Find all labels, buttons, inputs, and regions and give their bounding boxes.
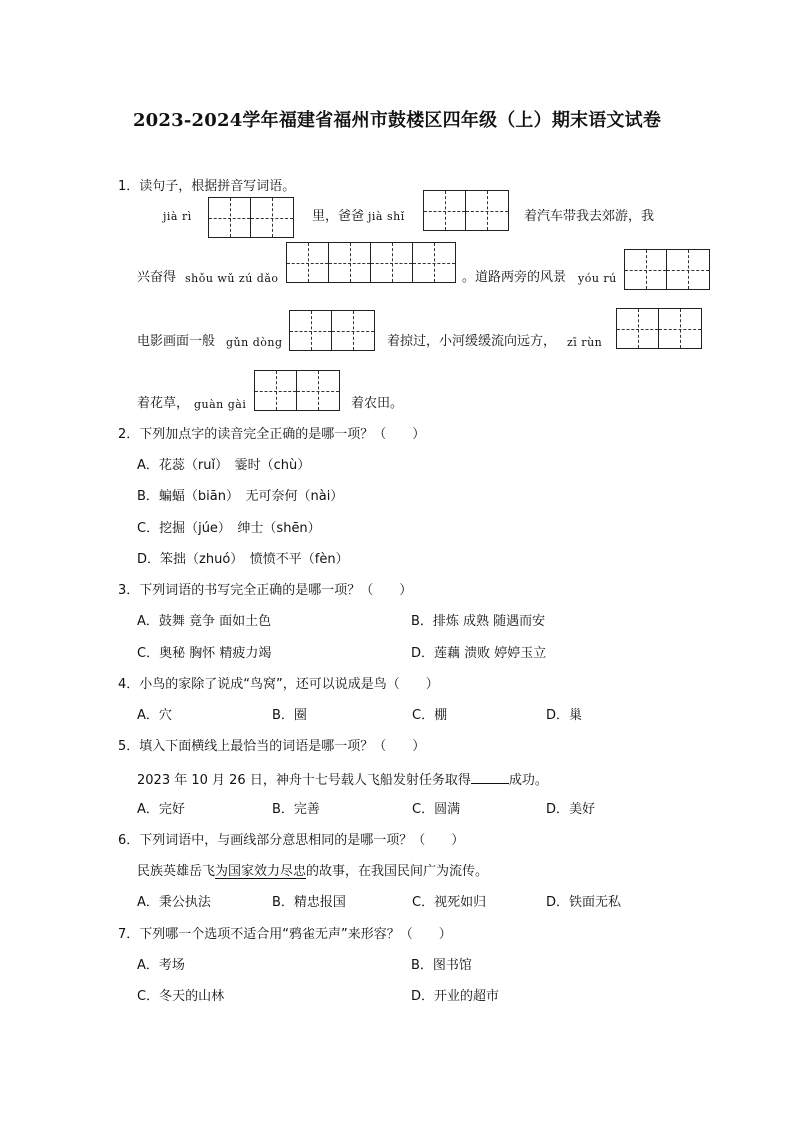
q1-grid-gundong[interactable] (289, 310, 375, 351)
q6-sentence-start: 民族英雄岳飞 (137, 864, 216, 879)
q1-pinyin-jiashi: jià shǐ (368, 210, 405, 223)
q1-text: 。道路两旁的风景 (462, 270, 567, 285)
q3-option-c[interactable]: C．奥秘 胸怀 精疲力竭 (137, 646, 272, 661)
q4-option-b[interactable]: B．圈 (272, 708, 307, 723)
q7-stem: 7．下列哪一个选项不适合用“鸦雀无声”来形容？（ ） (118, 927, 452, 942)
q4-stem: 4．小鸟的家除了说成“鸟窝”，还可以说成是鸟（ ） (118, 677, 439, 692)
q5-blank[interactable] (471, 769, 509, 784)
q4-option-c[interactable]: C．棚 (412, 708, 448, 723)
q1-text: 着掠过，小河缓缓流向远方， (387, 334, 557, 349)
q7-option-d[interactable]: D．开业的超市 (411, 989, 500, 1004)
q1-grid-jiari[interactable] (208, 197, 294, 238)
q6-option-d[interactable]: D．铁面无私 (546, 895, 622, 910)
q5-option-c[interactable]: C．圆满 (412, 802, 461, 817)
q1-text: 电影画面一般 (137, 334, 216, 349)
q5-sentence (137, 769, 548, 790)
writing-cell[interactable] (329, 243, 371, 282)
writing-cell[interactable] (209, 198, 251, 237)
writing-cell[interactable] (287, 243, 329, 282)
q1-text: 着花草， (137, 396, 190, 411)
q1-text: 着汽车带我去郊游，我 (524, 209, 655, 224)
writing-cell[interactable] (332, 311, 374, 350)
q3-stem: 3．下列词语的书写完全正确的是哪一项？（ ） (118, 583, 413, 598)
q1-pinyin-jiari: jià rì (163, 210, 192, 223)
writing-cell[interactable] (424, 191, 466, 230)
writing-cell[interactable] (625, 250, 667, 289)
q7-option-c[interactable]: C．冬天的山林 (137, 989, 225, 1004)
q6-option-b[interactable]: B．精忠报国 (272, 895, 346, 910)
writing-cell[interactable] (251, 198, 293, 237)
q2-stem: 2．下列加点字的读音完全正确的是哪一项？（ ） (118, 427, 426, 442)
writing-cell[interactable] (371, 243, 413, 282)
writing-cell[interactable] (413, 243, 455, 282)
q6-stem: 6．下列词语中，与画线部分意思相同的是哪一项？（ ） (118, 833, 465, 848)
q1-pinyin-zirun: zī rùn (567, 336, 603, 349)
q2-option-c[interactable]: C．挖掘（júe） 绅士（shēn） (137, 521, 321, 536)
q2-option-d[interactable]: D．笨拙（zhuó） 愤愤不平（fèn） (137, 552, 349, 567)
q5-option-a[interactable]: A．完好 (137, 802, 185, 817)
writing-cell[interactable] (297, 371, 339, 410)
q7-option-b[interactable]: B．图书馆 (411, 958, 472, 973)
q1-stem: 1．读句子，根据拼音写词语。 (118, 179, 296, 194)
q7-option-a[interactable]: A．考场 (137, 958, 185, 973)
q1-pinyin-gundong: gǔn dòng (226, 336, 283, 349)
q1-text: 着农田。 (351, 396, 404, 411)
writing-cell[interactable] (617, 309, 659, 348)
writing-cell[interactable] (255, 371, 297, 410)
q6-sentence (137, 863, 488, 881)
q1-grid-zirun[interactable] (616, 308, 702, 349)
q5-sentence-start: 2023 年 10 月 26 日，神舟十七号载人飞船发射任务取得 (137, 773, 471, 788)
q2-option-b[interactable]: B．蝙蝠（biān） 无可奈何（nài） (137, 489, 344, 504)
q1-text: 兴奋得 (137, 270, 177, 285)
q1-text: 里，爸爸 (312, 209, 365, 224)
q1-grid-shouwuzudao[interactable] (286, 242, 456, 283)
q3-option-b[interactable]: B．排炼 成熟 随遇而安 (411, 614, 546, 629)
q6-option-a[interactable]: A．秉公执法 (137, 895, 211, 910)
q6-underlined-phrase: 为国家效力尽忠 (215, 864, 307, 879)
q5-option-b[interactable]: B．完善 (272, 802, 320, 817)
q6-option-c[interactable]: C．视死如归 (412, 895, 487, 910)
q3-option-a[interactable]: A．鼓舞 竟争 面如土色 (137, 614, 272, 629)
writing-cell[interactable] (290, 311, 332, 350)
q6-sentence-end: 的故事，在我国民间广为流传。 (306, 864, 489, 879)
q2-option-a[interactable]: A．花蕊（ruǐ） 霎时（chù） (137, 458, 311, 473)
q4-option-d[interactable]: D．巢 (546, 708, 583, 723)
writing-cell[interactable] (667, 250, 709, 289)
q1-grid-guangai[interactable] (254, 370, 340, 411)
q1-grid-youru[interactable] (624, 249, 710, 290)
q4-option-a[interactable]: A．穴 (137, 708, 172, 723)
q1-grid-jiashi[interactable] (423, 190, 509, 231)
q3-option-d[interactable]: D．莲藕 溃败 婷婷玉立 (411, 646, 547, 661)
q1-pinyin-shouwuzudao: shǒu wǔ zú dǎo (185, 272, 279, 285)
q1-pinyin-youru: yóu rú (578, 272, 617, 285)
writing-cell[interactable] (466, 191, 508, 230)
q5-sentence-end: 成功。 (508, 773, 548, 788)
page-title: 2023-2024学年福建省福州市鼓楼区四年级（上）期末语文试卷 (132, 110, 662, 131)
writing-cell[interactable] (659, 309, 701, 348)
q5-option-d[interactable]: D．美好 (546, 802, 596, 817)
q5-stem: 5．填入下面横线上最恰当的词语是哪一项？（ ） (118, 739, 426, 754)
q1-pinyin-guangai: guàn gài (194, 398, 247, 411)
